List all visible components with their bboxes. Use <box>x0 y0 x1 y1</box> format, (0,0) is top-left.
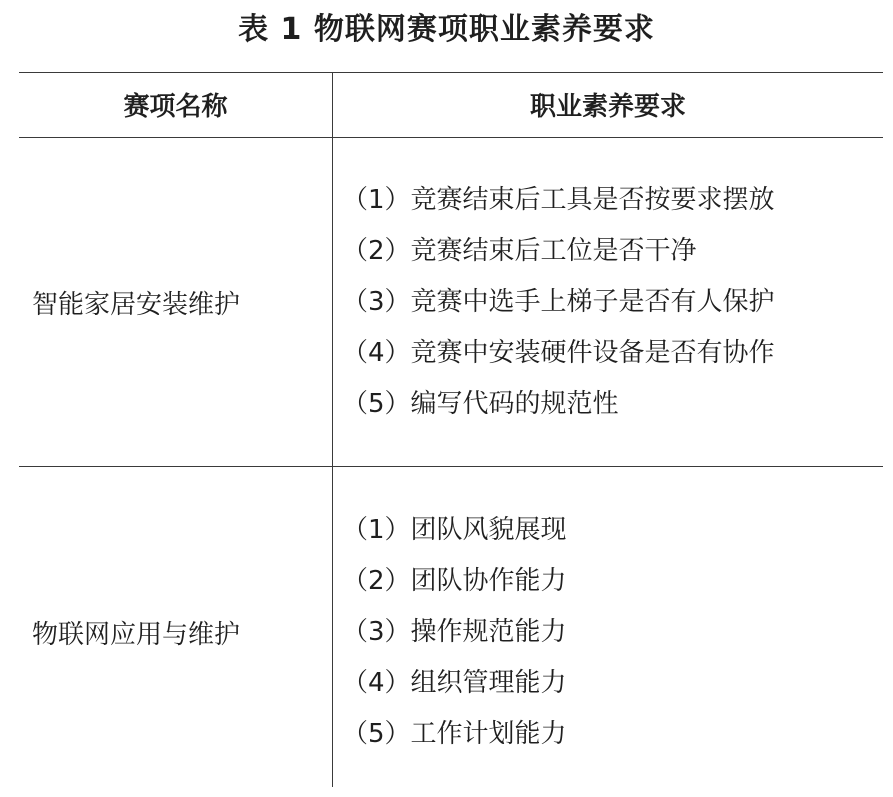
list-item: （5）编写代码的规范性 <box>342 388 619 419</box>
list-item: （2）竞赛结束后工位是否干净 <box>342 235 697 266</box>
row-1-requirements <box>333 138 883 466</box>
list-item: （5）工作计划能力 <box>342 718 567 749</box>
header-requirements: 职业素养要求 <box>529 92 686 122</box>
list-item: （3）竞赛中选手上梯子是否有人保护 <box>342 286 775 317</box>
row-1-event-name: 智能家居安装维护 <box>32 289 241 320</box>
list-item: （1）团队风貌展现 <box>342 514 567 545</box>
row-2-event-name: 物联网应用与维护 <box>32 619 241 650</box>
row-2-requirements <box>333 467 883 797</box>
list-item: （4）竞赛中安装硬件设备是否有协作 <box>342 337 775 368</box>
table-title: 表 1 物联网赛项职业素养要求 <box>238 12 655 47</box>
requirements-table <box>19 72 883 787</box>
list-item: （3）操作规范能力 <box>342 616 567 647</box>
header-event-name: 赛项名称 <box>123 92 228 122</box>
list-item: （2）团队协作能力 <box>342 565 567 596</box>
list-item: （4）组织管理能力 <box>342 667 567 698</box>
list-item: （1）竞赛结束后工具是否按要求摆放 <box>342 184 775 215</box>
